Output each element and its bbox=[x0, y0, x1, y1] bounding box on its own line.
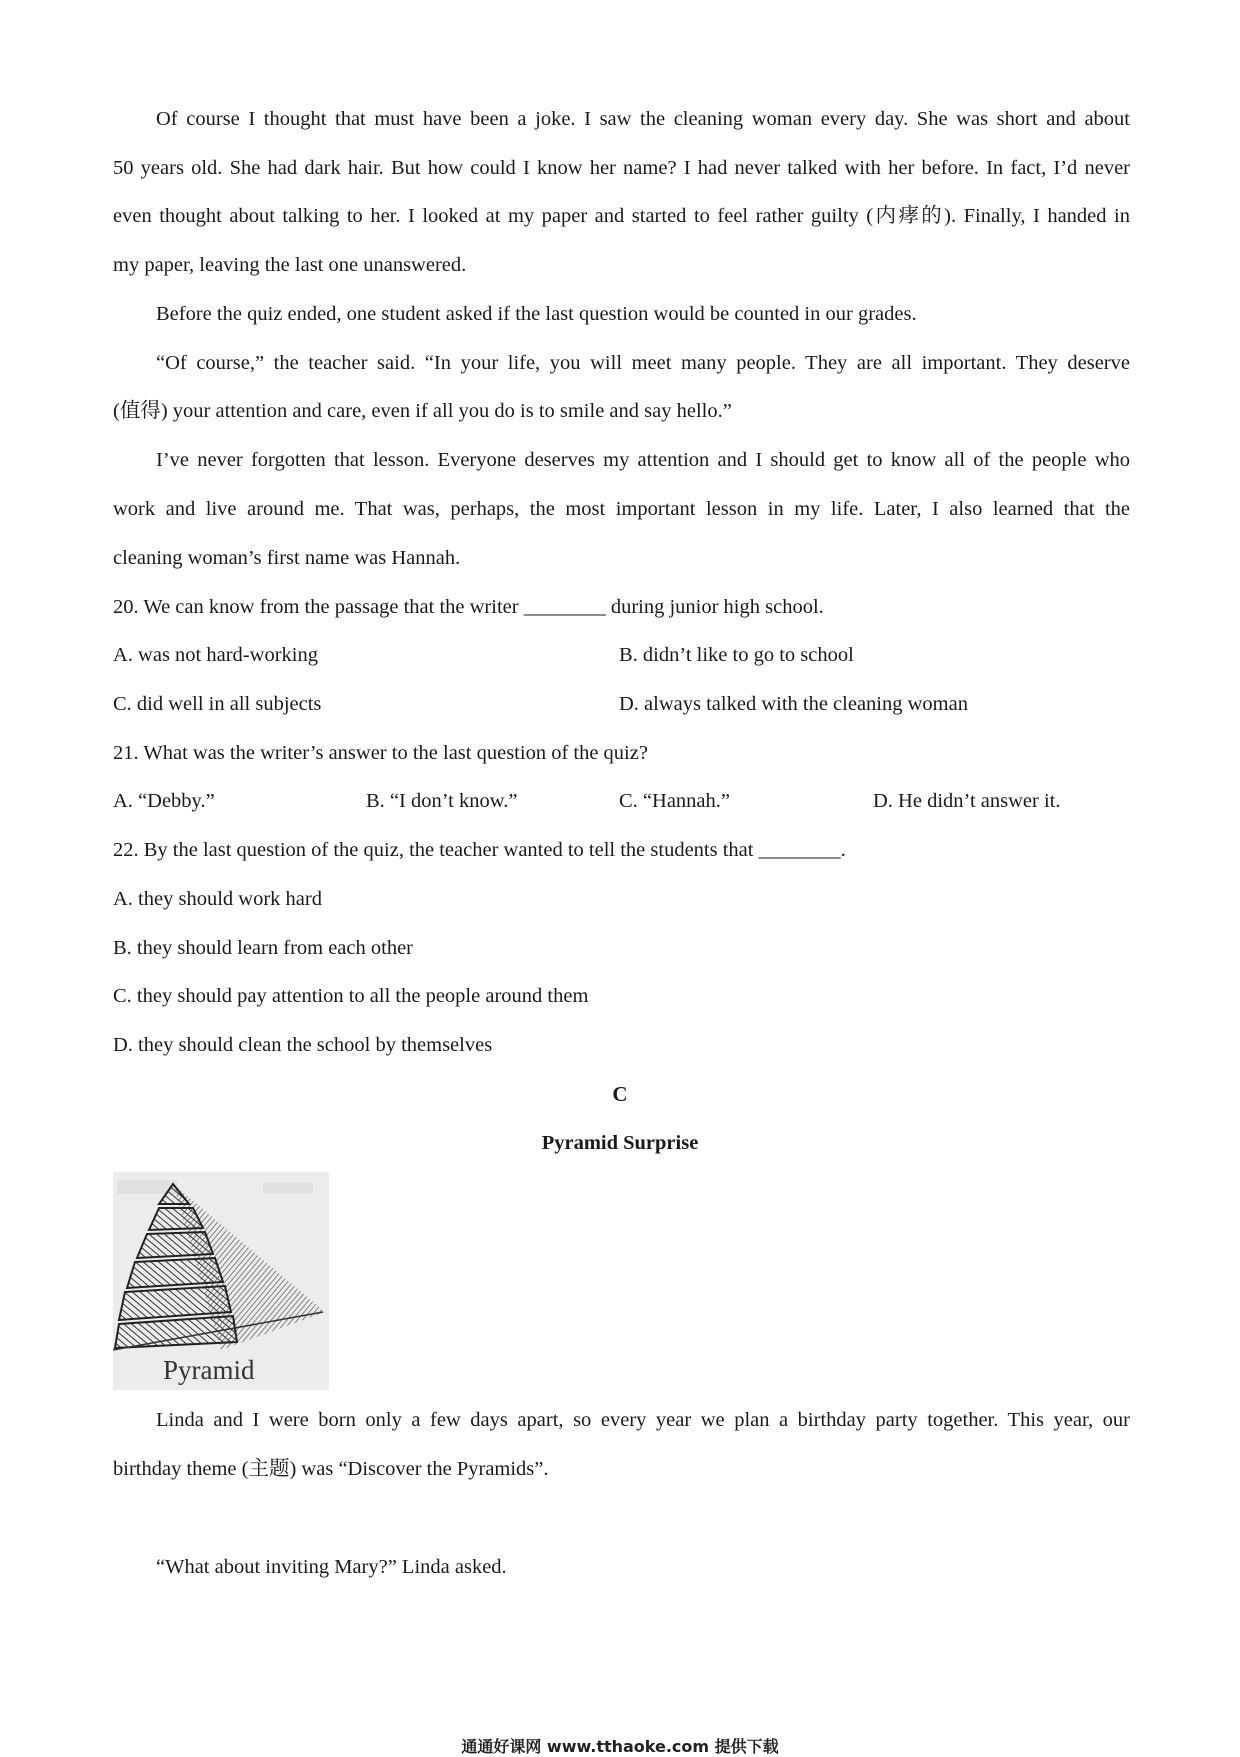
pyramid-illustration bbox=[113, 1172, 329, 1390]
option-d: D. He didn’t answer it. bbox=[873, 790, 1061, 812]
option-a: A. “Debby.” bbox=[113, 790, 215, 812]
option-d: D. always talked with the cleaning woman bbox=[619, 693, 968, 715]
image-caption: Pyramid bbox=[163, 1355, 255, 1385]
section-title: Pyramid Surprise bbox=[541, 1132, 699, 1154]
paragraph-line: “Of course,” the teacher said. “In your life, you will meet many people. They are all important. They deserve bbox=[156, 352, 1130, 374]
passage-paragraph: Before the quiz ended, one student asked if the last question would be counted in our grades. bbox=[156, 303, 917, 325]
paragraph-line: Of course I thought that must have been a joke. I saw the cleaning woman every day. She was short and about bbox=[156, 108, 1130, 130]
paragraph-line: cleaning woman’s first name was Hannah. bbox=[113, 547, 461, 569]
option-b: B. didn’t like to go to school bbox=[619, 644, 854, 666]
paragraph-line: birthday theme (主题) was “Discover the Pyramids”. bbox=[113, 1458, 549, 1480]
passage-paragraph: “What about inviting Mary?” Linda asked. bbox=[156, 1556, 507, 1578]
paragraph-line: I’ve never forgotten that lesson. Everyone deserves my attention and I should get to know all of the people who bbox=[156, 449, 1130, 471]
pyramid-image bbox=[113, 1172, 329, 1390]
section-letter: C bbox=[612, 1082, 628, 1106]
paragraph-line: my paper, leaving the last one unanswered. bbox=[113, 254, 467, 276]
option-c: C. they should pay attention to all the people around them bbox=[113, 985, 589, 1007]
question-stem: 20. We can know from the passage that the writer ________ during junior high school. bbox=[113, 596, 824, 618]
paragraph-line: (值得) your attention and care, even if all you do is to smile and say hello.” bbox=[113, 400, 732, 422]
paragraph-line: Linda and I were born only a few days apart, so every year we plan a birthday party together. This year, our bbox=[156, 1409, 1130, 1431]
option-d: D. they should clean the school by themselves bbox=[113, 1034, 493, 1056]
option-a: A. they should work hard bbox=[113, 888, 322, 910]
question-stem: 22. By the last question of the quiz, the teacher wanted to tell the students that ________. bbox=[113, 839, 846, 861]
option-b: B. they should learn from each other bbox=[113, 937, 414, 959]
question-stem: 21. What was the writer’s answer to the last question of the quiz? bbox=[113, 742, 648, 764]
option-a: A. was not hard-working bbox=[113, 644, 318, 666]
paragraph-line: 50 years old. She had dark hair. But how could I know her name? I had never talked with her before. In fact, I’d never bbox=[113, 157, 1130, 179]
option-b: B. “I don’t know.” bbox=[366, 790, 518, 812]
option-c: C. did well in all subjects bbox=[113, 693, 322, 715]
page-footer: 通通好课网 www.tthaoke.com 提供下载 bbox=[461, 1737, 779, 1756]
paragraph-line: even thought about talking to her. I looked at my paper and started to feel rather guilty (内痚的). Finally, I handed in bbox=[113, 205, 1130, 227]
paragraph-line: work and live around me. That was, perhaps, the most important lesson in my life. Later, I also learned that the bbox=[113, 498, 1130, 520]
option-c: C. “Hannah.” bbox=[619, 790, 730, 812]
